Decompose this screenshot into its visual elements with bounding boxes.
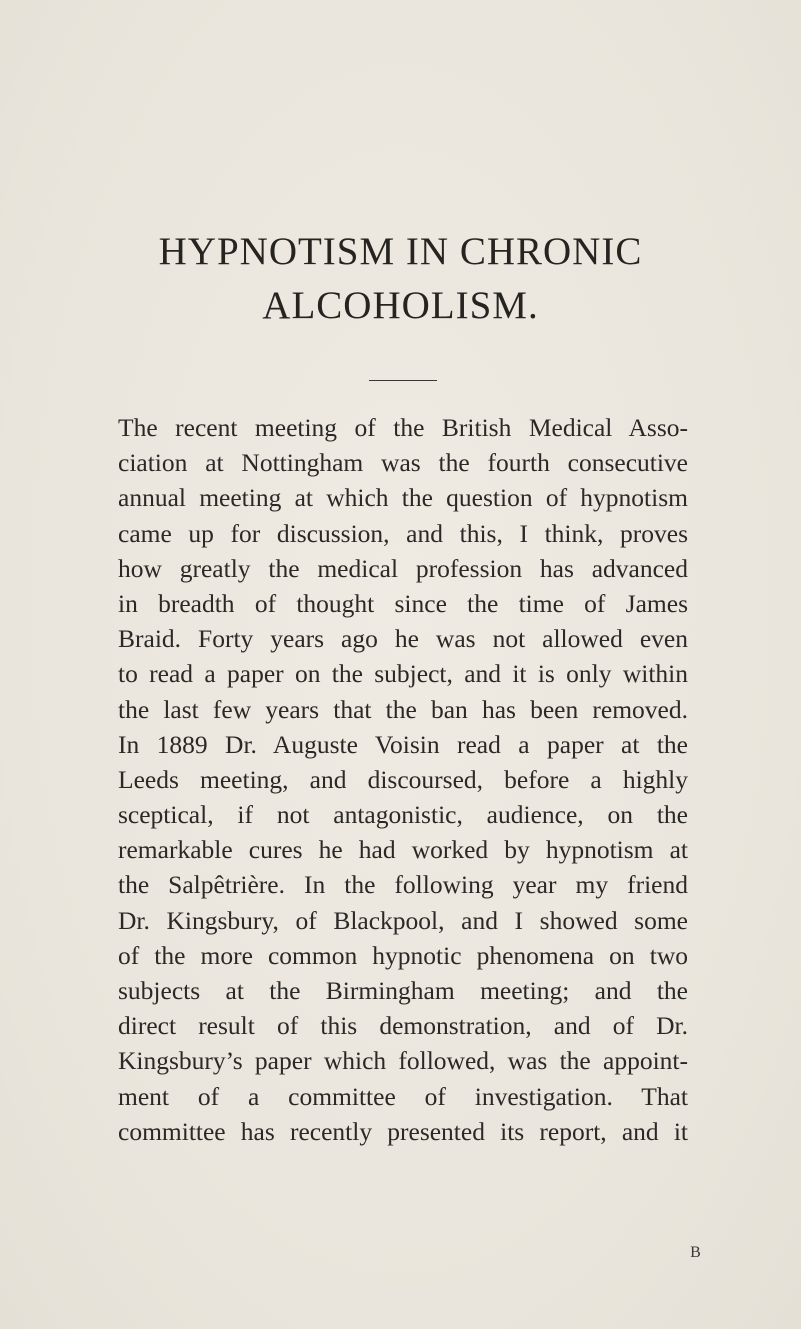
body-line: in breadth of thought since the time of James: [118, 588, 688, 618]
body-line: direct result of this demonstration, and of Dr.: [118, 1011, 688, 1041]
body-line: sceptical, if not antagonistic, audience, on the: [118, 800, 688, 830]
body-line: Braid. Forty years ago he was not allowed even: [118, 624, 688, 654]
body-line: Leeds meeting, and discoursed, before a highly: [118, 764, 688, 794]
body-line: subjects at the Birmingham meeting; and the: [118, 976, 688, 1005]
body-text: [118, 410, 688, 1149]
body-line: came up for discussion, and this, I think, proves: [118, 518, 688, 548]
body-line: how greatly the medical profession has advanced: [118, 553, 688, 583]
body-line: The recent meeting of the British Medical Asso-: [118, 413, 688, 442]
body-line: Kingsbury’s paper which followed, was the appoint-: [118, 1046, 688, 1076]
body-line: Dr. Kingsbury, of Blackpool, and I showed some: [118, 905, 688, 935]
body-line: ment of a committee of investigation. That: [118, 1081, 688, 1111]
body-line: of the more common hypnotic phenomena on two: [118, 940, 688, 970]
chapter-title-line-1: HYPNOTISM IN CHRONIC: [158, 230, 643, 273]
body-line: the last few years that the ban has been removed.: [118, 694, 688, 724]
signature-mark: B: [690, 1244, 701, 1261]
title-divider: [369, 380, 437, 381]
body-line: In 1889 Dr. Auguste Voisin read a paper at the: [118, 729, 688, 759]
body-line: remarkable cures he had worked by hypnotism at: [118, 835, 688, 865]
chapter-title-line-2: ALCOHOLISM.: [262, 284, 539, 327]
body-line: the Salpêtrière. In the following year my friend: [118, 870, 688, 900]
body-line: committee has recently presented its report, and it: [118, 1116, 688, 1146]
body-line: ciation at Nottingham was the fourth consecutive: [118, 448, 688, 478]
body-line: annual meeting at which the question of hypnotism: [118, 483, 688, 513]
body-line: to read a paper on the subject, and it is only within: [118, 659, 688, 689]
